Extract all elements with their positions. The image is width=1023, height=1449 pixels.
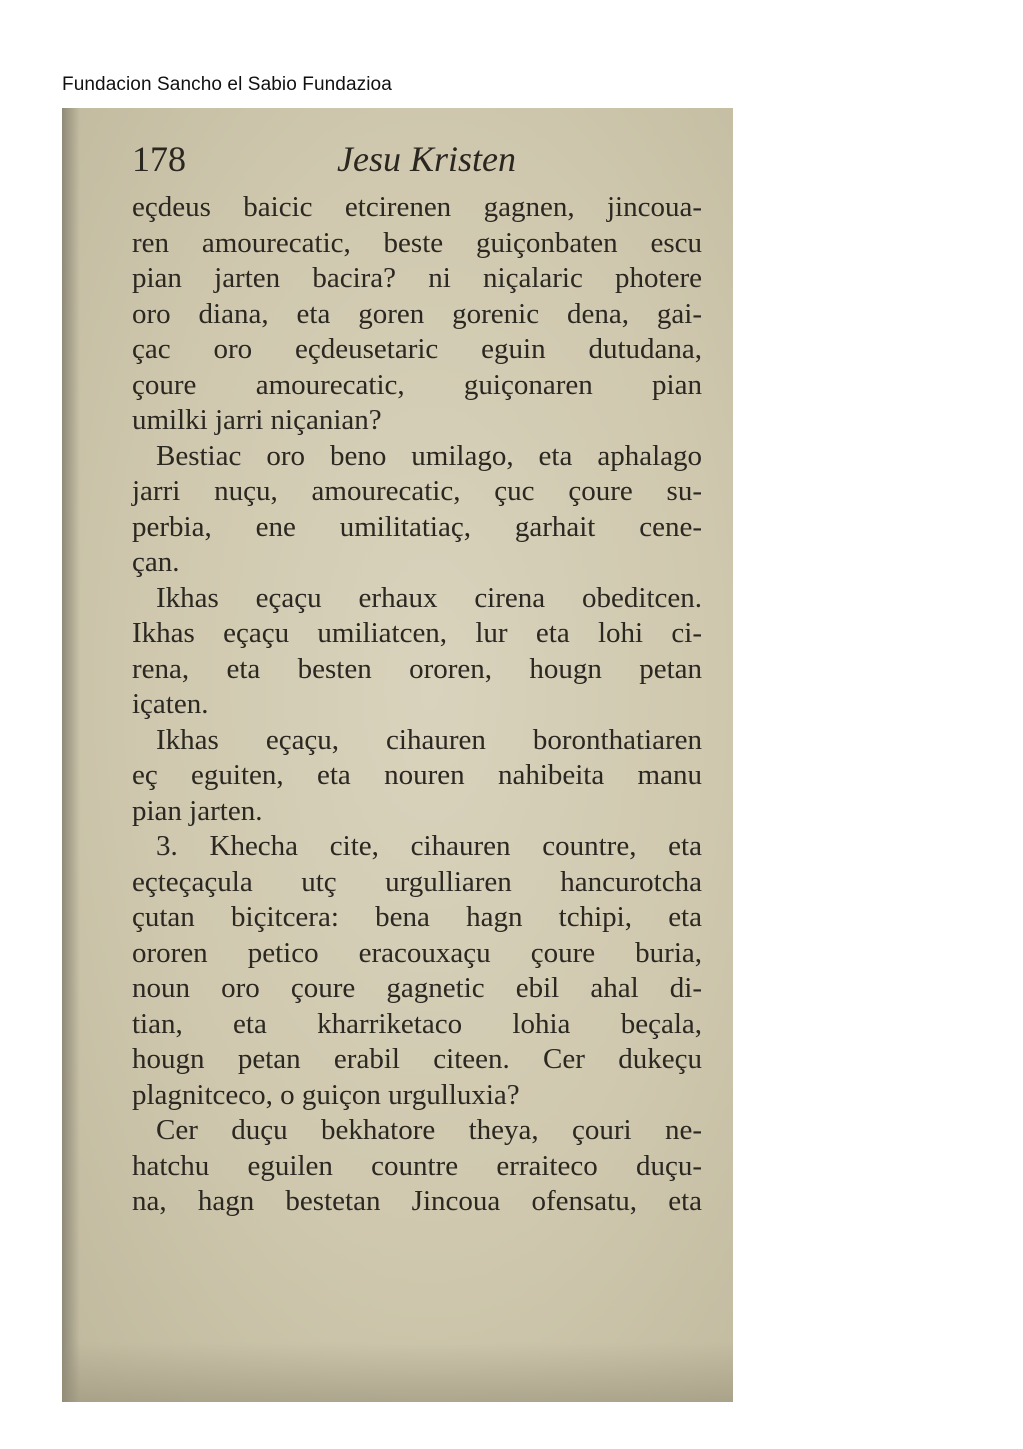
- text-line: içaten.: [132, 688, 209, 720]
- text-line: çoure amourecatic, guiçonaren pian: [132, 368, 702, 401]
- running-title: Jesu Kristen: [337, 139, 516, 179]
- body-text: [132, 190, 702, 1220]
- text-line: hougn petan erabil citeen. Cer dukeçu: [132, 1043, 702, 1075]
- text-line: rena, eta besten ororen, hougn petan: [132, 652, 702, 685]
- source-header: Fundacion Sancho el Sabio Fundazioa: [62, 74, 392, 95]
- text-line: Ikhas eçaçu erhaux cirena obeditcen.: [156, 581, 702, 614]
- text-line: pian jarten bacira? ni niçalaric photere: [132, 262, 702, 294]
- text-line: Ikhas eçaçu, cihauren boronthatiaren: [156, 723, 702, 756]
- text-line: Ikhas eçaçu umiliatcen, lur eta lohi ci-: [132, 617, 702, 649]
- text-line: ororen petico eracouxaçu çoure buria,: [132, 936, 702, 969]
- text-line: çan.: [132, 546, 180, 578]
- text-line: Bestiac oro beno umilago, eta aphalago: [156, 439, 702, 472]
- text-line: eç eguiten, eta nouren nahibeita manu: [132, 759, 702, 791]
- text-line: perbia, ene umilitatiaç, garhait cene-: [132, 510, 702, 543]
- text-line: pian jarten.: [132, 794, 263, 827]
- page-number: 178: [132, 139, 186, 179]
- text-line: eçteçaçula utç urgulliaren hancurotcha: [132, 865, 702, 898]
- text-line: çac oro eçdeusetaric eguin dutudana,: [132, 333, 702, 365]
- text-line: noun oro çoure gagnetic ebil ahal di-: [132, 972, 702, 1004]
- text-line: umilki jarri niçanian?: [132, 404, 382, 436]
- text-line: hatchu eguilen countre erraiteco duçu-: [132, 1149, 702, 1182]
- text-line: Cer duçu bekhatore theya, çouri ne-: [156, 1114, 702, 1146]
- text-line: ren amourecatic, beste guiçonbaten escu: [132, 226, 702, 259]
- scanned-page: [62, 108, 733, 1402]
- text-line: çutan biçitcera: bena hagn tchipi, eta: [132, 901, 702, 933]
- text-line: eçdeus baicic etcirenen gagnen, jincoua-: [132, 191, 702, 223]
- text-line: tian, eta kharriketaco lohia beçala,: [132, 1007, 702, 1040]
- text-line: na, hagn bestetan Jincoua ofensatu, eta: [132, 1185, 702, 1217]
- running-head: [132, 138, 672, 182]
- text-line: 3. Khecha cite, cihauren countre, eta: [156, 830, 702, 862]
- text-line: plagnitceco, o guiçon urgulluxia?: [132, 1078, 520, 1111]
- text-line: jarri nuçu, amourecatic, çuc çoure su-: [132, 475, 702, 507]
- text-line: oro diana, eta goren gorenic dena, gai-: [132, 297, 702, 330]
